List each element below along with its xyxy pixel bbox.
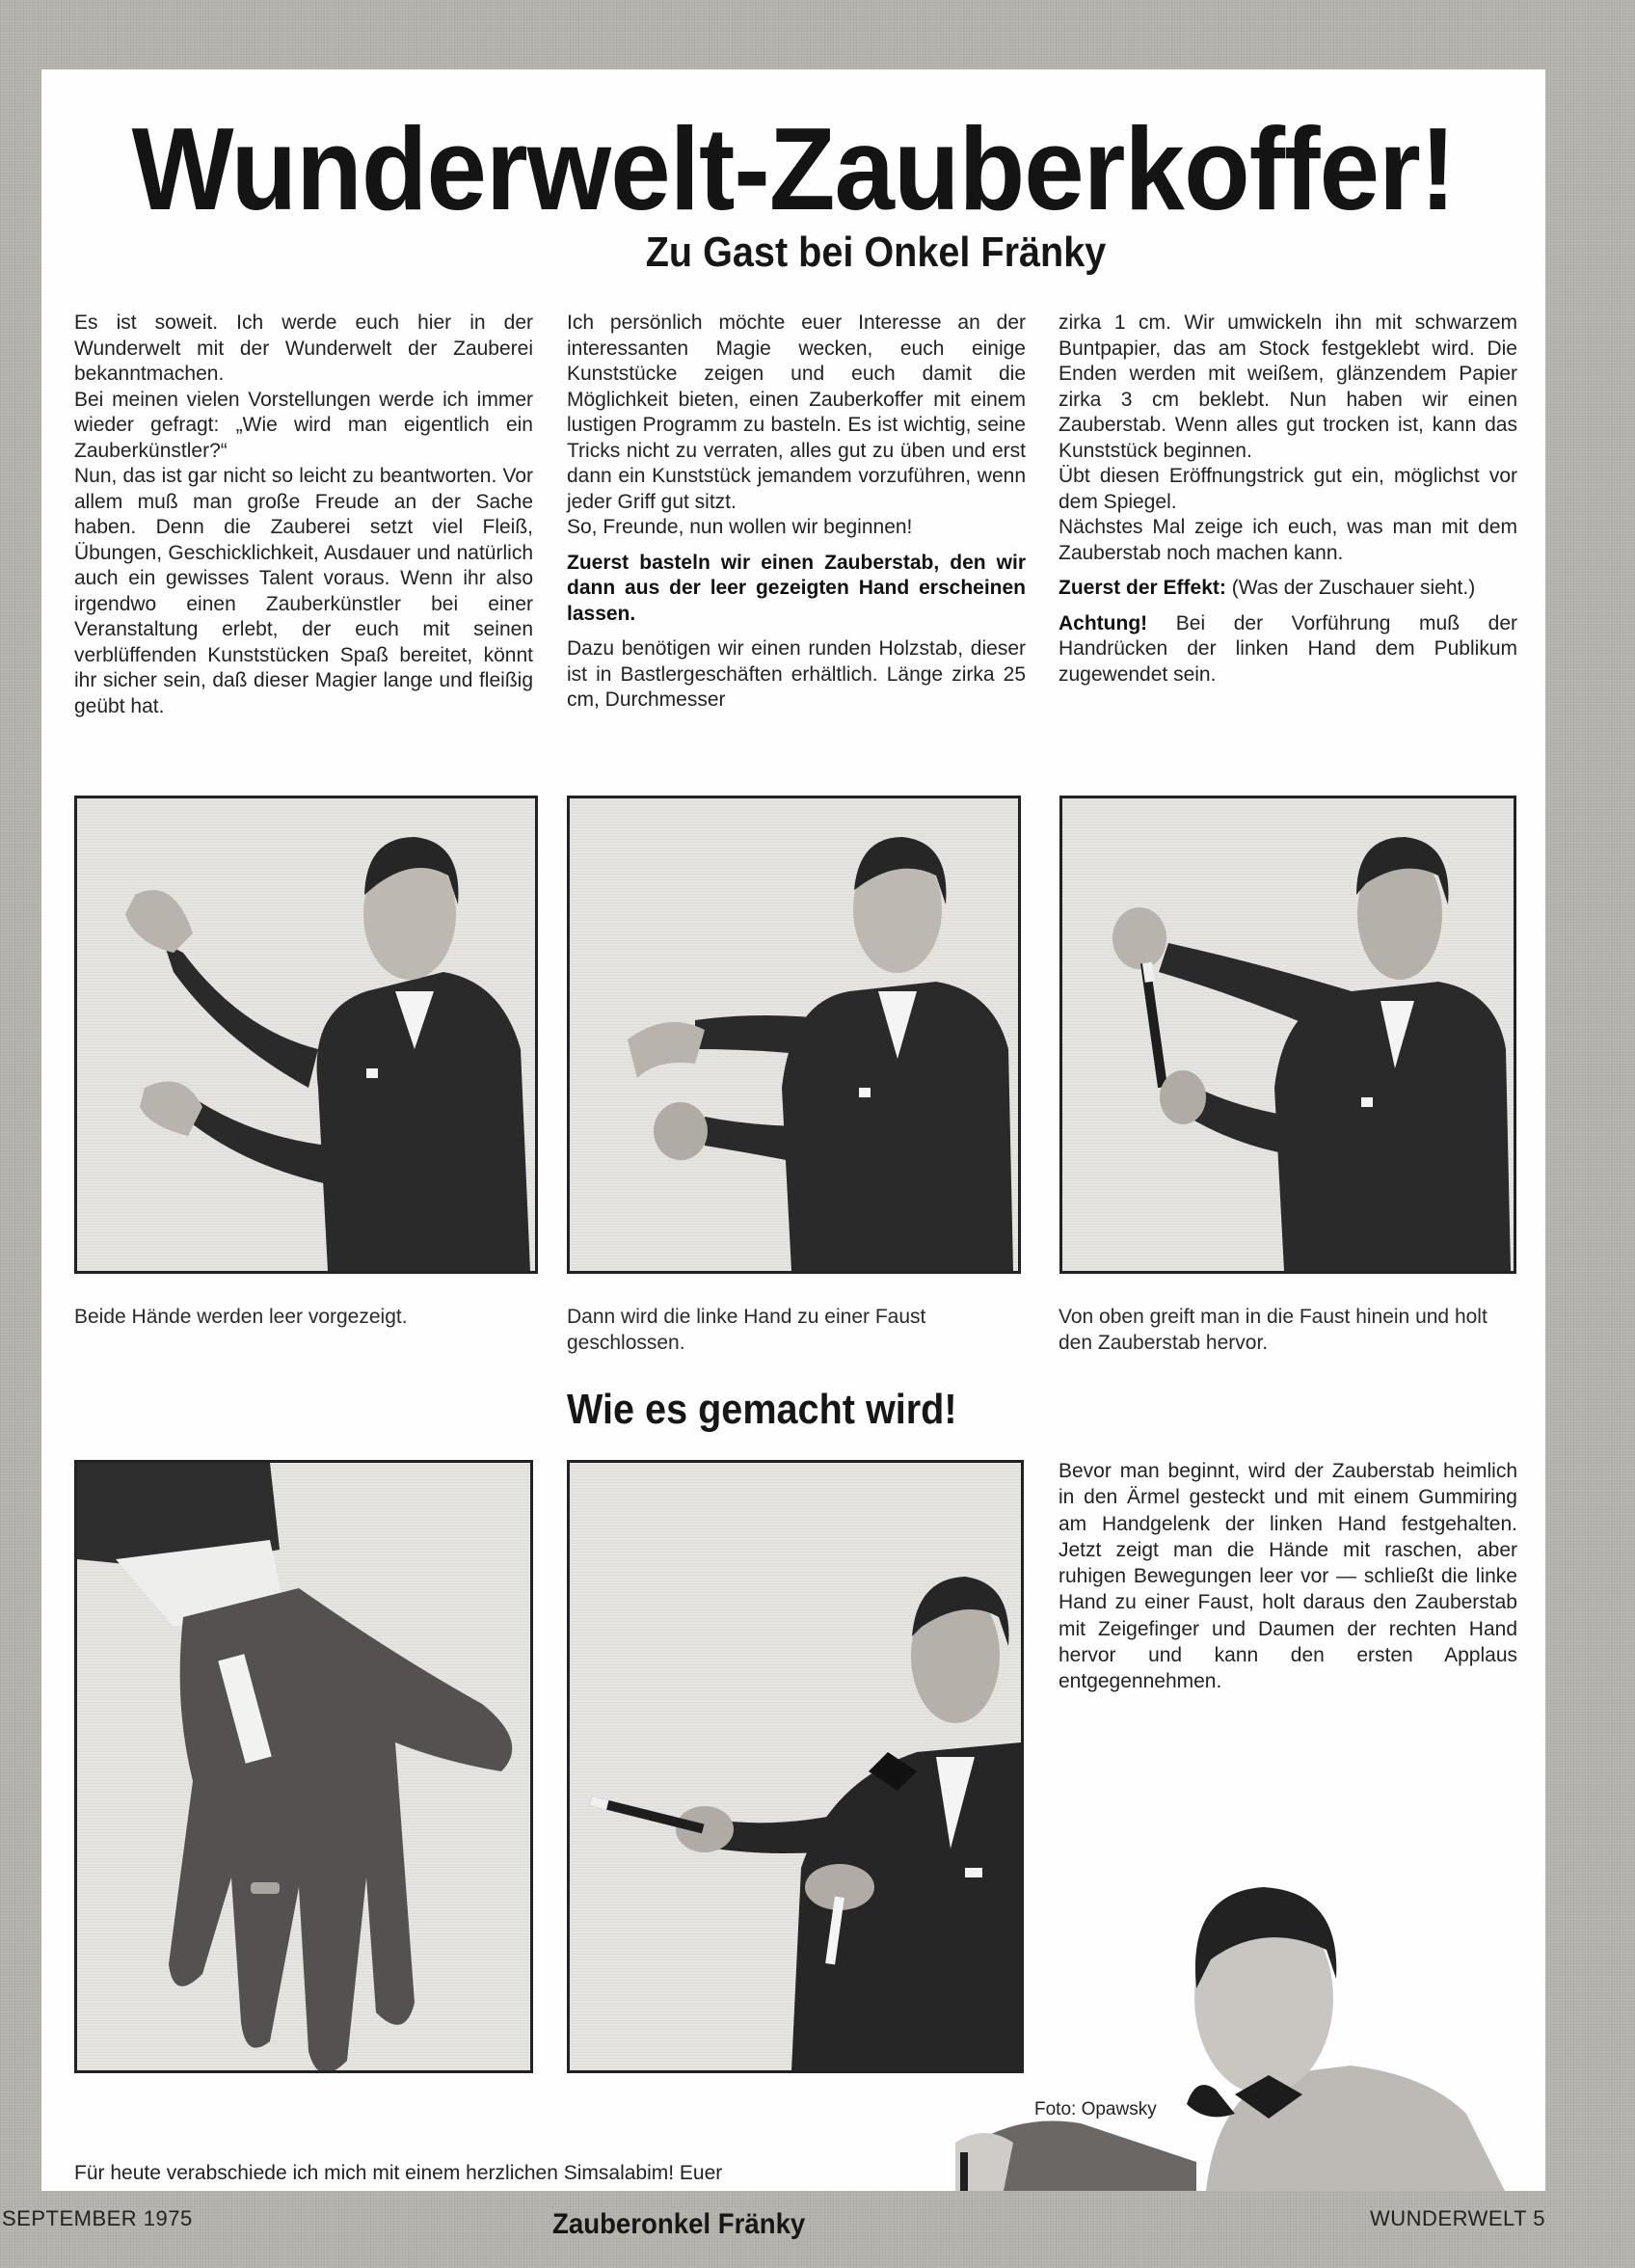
bold-paragraph	[567, 551, 1026, 628]
magician-figure-icon	[77, 798, 535, 1271]
footer-date: SEPTEMBER 1975	[2, 2206, 193, 2230]
photo-fist-closed	[567, 796, 1021, 1274]
text-column-2	[567, 310, 1026, 714]
magician-figure-icon	[1062, 798, 1514, 1271]
photo-caption: Von oben greift man in die Faust hinein und holt den Zauberstab hervor.	[1059, 1306, 1488, 1354]
portrait-photo	[946, 1882, 1545, 2191]
warning-text: Bei der Vorführung muß der Handrücken der linken Hand dem Publikum zugewendet sein.	[1059, 611, 1517, 686]
photo-caption: Dann wird die linke Hand zu einer Faust geschlossen.	[567, 1306, 926, 1354]
paragraph: Es ist soweit. Ich werde euch hier in der Wunderwelt mit der Wunderwelt der Zauberei bekanntmachen.	[74, 311, 533, 385]
warning-label: Achtung!	[1059, 611, 1148, 634]
paragraph: Nun, das ist gar nicht so leicht zu beantworten. Vor allem muß man große Freude an der Sache haben. Denn die Zauberei setzt viel Fleiß, Übungen, Geschicklichkeit, Ausdauer und natürlich auch ein gewisses Talent voraus. Wenn ihr also irgendwo einen Zauberkünstler bei einer Veranstaltung erlebt, der euch mit seinen verblüffenden Kunststücken Spaß bereitet, könnt ihr sicher sein, daß dieser Magier lange und fleißig geübt hat.	[74, 465, 533, 717]
section-heading: Wie es gemacht wird!	[567, 1386, 957, 1433]
hand-icon	[77, 1463, 530, 2070]
closing-line: Für heute verabschiede ich mich mit einem herzlichen Simsalabim! Euer	[74, 2162, 723, 2184]
paragraph: zirka 1 cm. Wir umwickeln ihn mit schwarzem Buntpapier, das am Stock festgeklebt wird. Die Enden werden mit weißem, glänzendem Papier zirka 3 cm beklebt. Nun haben wir einen Zauberstab. Wenn alles gut trocken ist, kann das Kunststück beginnen.	[1059, 311, 1517, 462]
text-column-1	[74, 310, 533, 719]
paragraph: Übt diesen Eröffnungstrick gut ein, möglichst vor dem Spiegel.	[1059, 465, 1517, 513]
magician-figure-icon	[570, 798, 1018, 1271]
effect-paragraph	[1059, 576, 1517, 602]
paragraph: Dazu benötigen wir einen runden Holzstab, dieser ist in Bastlergeschäften erhältlich. Länge zirka 25 cm, Durchmesser	[567, 637, 1026, 711]
photo-hands-shown	[74, 796, 538, 1274]
article-subtitle: Zu Gast bei Onkel Fränky	[645, 229, 1107, 276]
bold-text: Zuerst basteln wir einen Zauberstab, den wir dann aus der leer gezeigten Hand erscheinen lassen.	[567, 551, 1026, 625]
paragraph: Bei meinen vielen Vorstellungen werde ich immer wieder gefragt: „Wie wird man eigentlich ein Zauberkünstler?“	[74, 388, 533, 462]
photo-caption: Beide Hände werden leer vorgezeigt.	[74, 1306, 408, 1328]
text-column-3	[1059, 310, 1517, 688]
article-title: Wunderwelt-Zauberkoffer!	[131, 103, 1456, 234]
warning-paragraph	[1059, 611, 1517, 688]
photo-palm-hidden-wand	[74, 1460, 533, 2073]
paragraph: Ich persönlich möchte euer Interesse an der interessanten Magie wecken, euch einige Kunststücke zeigen und euch damit die Möglichkeit bieten, einen Zauberkoffer mit einem lustigen Programm zu basteln. Es ist wichtig, seine Tricks nicht zu verraten, alles gut zu üben und erst dann ein Kunststück jemandem vorzuführen, wenn jeder Griff gut sitzt.	[567, 311, 1026, 513]
photo-wand-drawn	[1059, 796, 1516, 1274]
paragraph: So, Freunde, nun wollen wir beginnen!	[567, 516, 913, 538]
effect-text: (Was der Zuschauer sieht.)	[1225, 577, 1476, 599]
photo-credit: Foto: Opawsky	[1034, 2099, 1157, 2120]
method-text: Bevor man beginnt, wird der Zauberstab heimlich in den Ärmel gesteckt und mit einem Gummiring am Handgelenk der linken Hand festgehalten. Jetzt zeigt man die Hände mit raschen, aber ruhigen Bewegungen leer vor — schließt die linke Hand zu einer Faust, holt daraus den Zauberstab mit Zeigefinger und Daumen der rechten Hand hervor und kann den ersten Applaus entgegennehmen.	[1059, 1460, 1517, 1693]
footer-page-number: WUNDERWELT 5	[1369, 2206, 1545, 2230]
paragraph: Nächstes Mal zeige ich euch, was man mit dem Zauberstab noch machen kann.	[1059, 516, 1517, 564]
signature: Zauberonkel Fränky	[552, 2208, 806, 2240]
portrait-figure-icon	[946, 1882, 1545, 2191]
effect-label: Zuerst der Effekt:	[1059, 577, 1226, 599]
